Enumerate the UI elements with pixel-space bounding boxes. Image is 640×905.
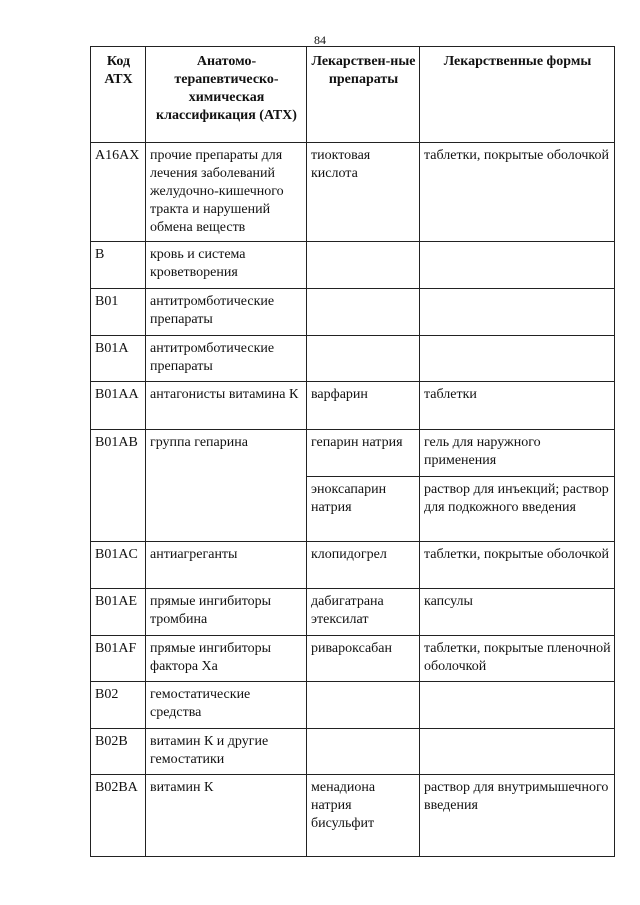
cell-drug xyxy=(307,289,420,336)
cell-form: раствор для внутримышечного введения xyxy=(420,775,615,857)
header-classification: Анатомо-терапевтическо-химическая классификация (АТХ) xyxy=(146,47,307,143)
cell-code: B01AA xyxy=(91,382,146,430)
table-row xyxy=(91,430,615,477)
cell-code: A16AX xyxy=(91,143,146,242)
cell-code: B02 xyxy=(91,682,146,729)
cell-classification xyxy=(146,477,307,542)
cell-form xyxy=(420,242,615,289)
cell-form: раствор для инъекций; раствор для подкожного введения xyxy=(420,477,615,542)
table-header-row xyxy=(91,47,615,143)
cell-form xyxy=(420,289,615,336)
table-row xyxy=(91,589,615,636)
table-row xyxy=(91,636,615,682)
cell-code: B02B xyxy=(91,729,146,775)
cell-drug xyxy=(307,242,420,289)
cell-drug: ривароксабан xyxy=(307,636,420,682)
cell-drug xyxy=(307,729,420,775)
cell-code: B01AC xyxy=(91,542,146,589)
cell-drug: тиоктовая кислота xyxy=(307,143,420,242)
table-row xyxy=(91,143,615,242)
cell-form: таблетки xyxy=(420,382,615,430)
header-code: Код АТХ xyxy=(91,47,146,143)
table-row xyxy=(91,775,615,857)
table-row xyxy=(91,477,615,542)
cell-drug: клопидогрел xyxy=(307,542,420,589)
cell-form: таблетки, покрытые пленочной оболочкой xyxy=(420,636,615,682)
cell-form xyxy=(420,729,615,775)
cell-drug: эноксапарин натрия xyxy=(307,477,420,542)
cell-classification: прямые ингибиторы тромбина xyxy=(146,589,307,636)
cell-drug xyxy=(307,682,420,729)
cell-classification: прочие препараты для лечения заболеваний желудочно-кишечного тракта и нарушений обмена веществ xyxy=(146,143,307,242)
header-forms: Лекарственные формы xyxy=(420,47,615,143)
cell-drug xyxy=(307,336,420,382)
cell-form: таблетки, покрытые оболочкой xyxy=(420,542,615,589)
cell-code: B02BA xyxy=(91,775,146,857)
atc-table xyxy=(90,46,615,857)
cell-drug: варфарин xyxy=(307,382,420,430)
table-row xyxy=(91,682,615,729)
cell-classification: гемостатические средства xyxy=(146,682,307,729)
cell-form: таблетки, покрытые оболочкой xyxy=(420,143,615,242)
cell-classification: кровь и система кроветворения xyxy=(146,242,307,289)
cell-classification: антитромботические препараты xyxy=(146,336,307,382)
cell-classification: антиагреганты xyxy=(146,542,307,589)
cell-code xyxy=(91,477,146,542)
cell-drug: менадиона натрия бисульфит xyxy=(307,775,420,857)
cell-drug: дабигатрана этексилат xyxy=(307,589,420,636)
cell-code: B xyxy=(91,242,146,289)
table-row xyxy=(91,729,615,775)
cell-drug: гепарин натрия xyxy=(307,430,420,477)
table-row xyxy=(91,382,615,430)
cell-classification: витамин К xyxy=(146,775,307,857)
table-row xyxy=(91,242,615,289)
cell-classification: группа гепарина xyxy=(146,430,307,477)
table-row xyxy=(91,336,615,382)
cell-classification: антитромботические препараты xyxy=(146,289,307,336)
cell-code: B01 xyxy=(91,289,146,336)
table-row xyxy=(91,289,615,336)
cell-classification: витамин К и другие гемостатики xyxy=(146,729,307,775)
cell-form: капсулы xyxy=(420,589,615,636)
cell-form: гель для наружного применения xyxy=(420,430,615,477)
cell-classification: антагонисты витамина К xyxy=(146,382,307,430)
page-number: 84 xyxy=(314,33,326,47)
cell-code: B01AB xyxy=(91,430,146,477)
cell-form xyxy=(420,682,615,729)
cell-classification: прямые ингибиторы фактора Ха xyxy=(146,636,307,682)
cell-form xyxy=(420,336,615,382)
cell-code: B01AE xyxy=(91,589,146,636)
cell-code: B01AF xyxy=(91,636,146,682)
header-drugs: Лекарствен-ные препараты xyxy=(307,47,420,143)
table-row xyxy=(91,542,615,589)
cell-code: B01A xyxy=(91,336,146,382)
